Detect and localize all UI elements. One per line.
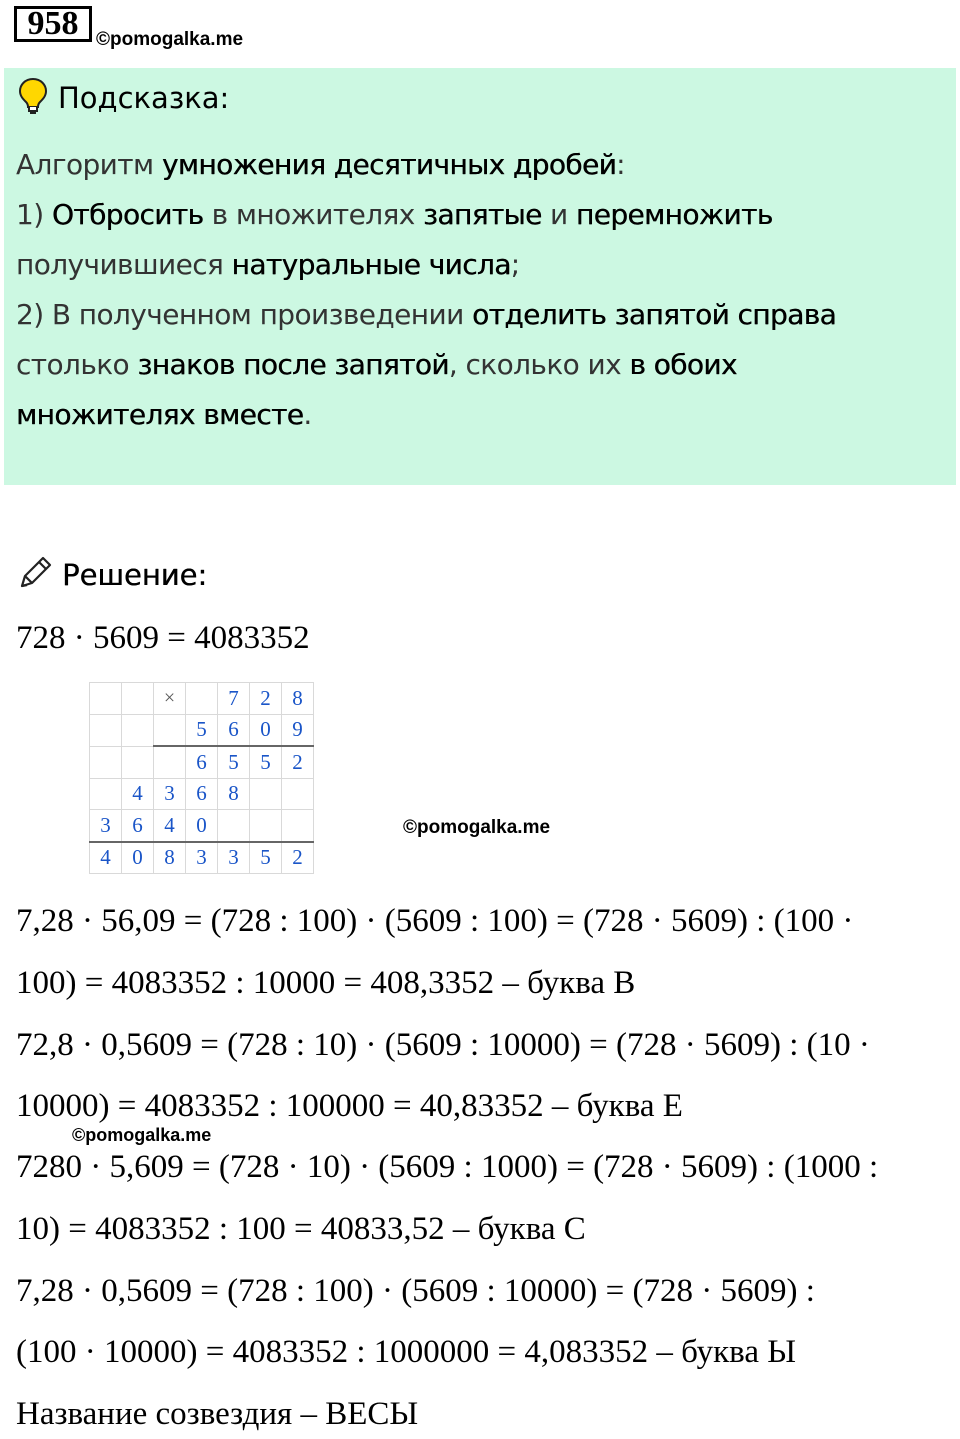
grid-cell: × (154, 683, 186, 715)
grid-cell: 4 (90, 842, 122, 874)
answer-line: Название созвездия – ВЕСЫ (16, 1396, 419, 1432)
grid-cell (122, 683, 154, 715)
hint-text-segment: и (541, 198, 576, 231)
hint-line (16, 140, 936, 190)
grid-row (90, 842, 314, 874)
grid-cell: 0 (186, 810, 218, 842)
grid-cell (218, 810, 250, 842)
hint-text-segment: 2) В полученном произведении (16, 298, 473, 331)
grid-cell (90, 778, 122, 810)
hint-header (18, 78, 229, 118)
grid-cell: 4 (122, 778, 154, 810)
solution-title: Решение: (62, 558, 208, 592)
hint-text-segment: Алгоритм (16, 148, 162, 181)
lightbulb-icon (18, 77, 48, 120)
solution-line: (100 · 10000) = 4083352 : 1000000 = 4,083352 – буква Ы (16, 1334, 796, 1370)
column-multiplication-grid (89, 682, 314, 874)
grid-cell: 6 (186, 778, 218, 810)
hint-text-segment: , сколько их (448, 348, 630, 381)
hint-keyword: отделить запятой справа (472, 298, 837, 331)
grid-cell (186, 683, 218, 715)
grid-cell: 8 (154, 842, 186, 874)
grid-cell: 3 (154, 778, 186, 810)
grid-cell (154, 746, 186, 778)
solution-line: 10000) = 4083352 : 100000 = 40,83352 – буква Е (16, 1088, 683, 1124)
grid-cell: 7 (218, 683, 250, 715)
grid-cell: 5 (250, 842, 282, 874)
grid-row (90, 778, 314, 810)
hint-keyword: запятые (423, 198, 542, 231)
grid-row (90, 714, 314, 746)
hint-text-segment: столько (16, 348, 138, 381)
hint-line (16, 390, 936, 440)
pencil-icon (16, 554, 54, 597)
solution-line: 100) = 4083352 : 10000 = 408,3352 – буква В (16, 965, 636, 1001)
solution-line: 7,28 · 56,09 = (728 : 100) · (5609 : 100) = (728 · 5609) : (100 · (16, 903, 854, 939)
watermark: ©pomogalka.me (96, 29, 244, 50)
solution-line: 72,8 · 0,5609 = (728 : 10) · (5609 : 10000) = (728 · 5609) : (10 · (16, 1027, 870, 1063)
grid-cell (282, 810, 314, 842)
grid-cell: 8 (282, 683, 314, 715)
hint-text-segment: : (616, 148, 626, 181)
grid-cell: 2 (282, 842, 314, 874)
hint-keyword: умножения десятичных дробей (161, 148, 617, 181)
grid-cell (90, 746, 122, 778)
hint-text-segment: . (303, 398, 312, 431)
watermark: ©pomogalka.me (403, 817, 551, 838)
grid-cell: 3 (90, 810, 122, 842)
grid-cell: 0 (250, 714, 282, 746)
hint-keyword: Отбросить (51, 198, 204, 231)
hint-text (16, 140, 936, 440)
grid-cell: 5 (218, 746, 250, 778)
hint-keyword: перемножить (575, 198, 773, 231)
grid-cell: 9 (282, 714, 314, 746)
grid-row (90, 746, 314, 778)
hint-text-segment: в множителях (203, 198, 424, 231)
grid-cell: 4 (154, 810, 186, 842)
grid-cell: 6 (186, 746, 218, 778)
hint-line (16, 240, 936, 290)
grid-cell (90, 714, 122, 746)
grid-cell: 5 (250, 746, 282, 778)
hint-keyword: множителях вместе (16, 398, 304, 431)
hint-title: Подсказка: (58, 81, 230, 115)
multiplication-result: 728 · 5609 = 4083352 (16, 620, 310, 656)
grid-cell: 0 (122, 842, 154, 874)
grid-cell: 6 (122, 810, 154, 842)
grid-cell (122, 714, 154, 746)
grid-cell: 6 (218, 714, 250, 746)
grid-row (90, 683, 314, 715)
grid-cell (154, 714, 186, 746)
hint-keyword: натуральные числа (231, 248, 511, 281)
hint-text-segment: 1) (16, 198, 52, 231)
solution-line: 10) = 4083352 : 100 = 40833,52 – буква С (16, 1211, 586, 1247)
solution-line: 7280 · 5,609 = (728 · 10) · (5609 : 1000) = (728 · 5609) : (1000 : (16, 1149, 879, 1185)
hint-box (4, 68, 956, 485)
hint-keyword: знаков после запятой (137, 348, 449, 381)
grid-cell: 2 (282, 746, 314, 778)
solution-line: 7,28 · 0,5609 = (728 : 100) · (5609 : 10000) = (728 · 5609) : (16, 1273, 815, 1309)
hint-line (16, 190, 936, 240)
hint-keyword: в обоих (629, 348, 737, 381)
grid-cell: 5 (186, 714, 218, 746)
solution-header (16, 553, 207, 597)
grid-cell (250, 810, 282, 842)
grid-cell (90, 683, 122, 715)
grid-cell: 3 (218, 842, 250, 874)
hint-text-segment: ; (510, 248, 520, 281)
grid-cell (250, 778, 282, 810)
grid-row (90, 810, 314, 842)
grid-cell (282, 778, 314, 810)
hint-line (16, 340, 936, 390)
grid-cell (122, 746, 154, 778)
hint-line (16, 290, 936, 340)
grid-cell: 8 (218, 778, 250, 810)
hint-text-segment: получившиеся (16, 248, 232, 281)
grid-cell: 3 (186, 842, 218, 874)
watermark: ©pomogalka.me (72, 1125, 212, 1145)
task-number: 958 (14, 6, 92, 42)
grid-cell: 2 (250, 683, 282, 715)
